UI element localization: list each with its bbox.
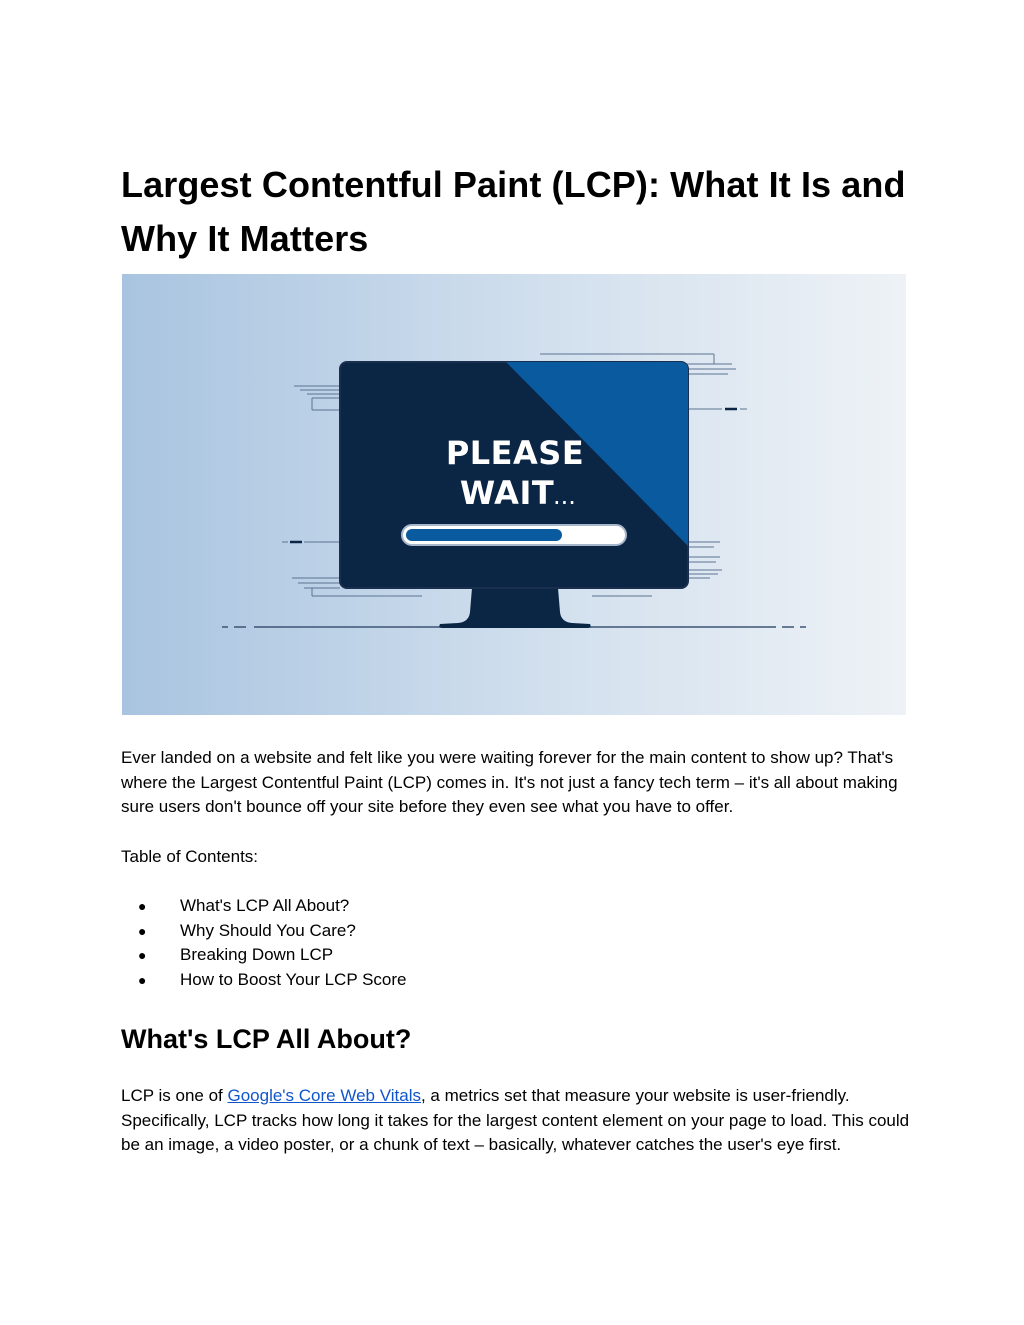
bullet-icon: ● bbox=[138, 947, 147, 963]
intro-paragraph: Ever landed on a website and felt like you were waiting forever for the main content to show up? That's where the Largest Contentful Paint (LCP) comes in. It's not just a fancy tech term – it's all about making sure users don't bounce off your site before they even see what you have to offer. bbox=[121, 748, 898, 816]
section-text-after-link: , a metrics set that measure your website is user-friendly. Specifically, LCP tracks how long it takes for the largest content element on your page to load. This could be an image, a video poster, or a chunk of text – basically, whatever catches the user's eye first. bbox=[121, 1086, 910, 1154]
wait-ellipsis: ... bbox=[553, 482, 576, 510]
core-web-vitals-link[interactable]: Google's Core Web Vitals bbox=[227, 1086, 421, 1105]
section-heading: What's LCP All About? bbox=[121, 1024, 412, 1054]
toc-item bbox=[121, 919, 407, 944]
section-paragraph bbox=[121, 1084, 921, 1158]
table-of-contents bbox=[121, 894, 407, 992]
toc-item bbox=[121, 968, 407, 993]
hero-illustration bbox=[122, 274, 906, 715]
toc-item-label: What's LCP All About? bbox=[180, 896, 350, 915]
article-title: Largest Contentful Paint (LCP): What It Is and Why It Matters bbox=[121, 164, 906, 259]
wait-text: WAIT bbox=[459, 474, 555, 512]
toc-label: Table of Contents: bbox=[121, 847, 259, 866]
toc-item-label: Breaking Down LCP bbox=[180, 945, 334, 964]
toc-item-label: How to Boost Your LCP Score bbox=[180, 969, 407, 989]
section-text-before-link: LCP is one of bbox=[121, 1086, 228, 1105]
bullet-icon: ● bbox=[138, 971, 147, 988]
bullet-icon: ● bbox=[138, 898, 147, 914]
please-text: PLEASE bbox=[445, 434, 585, 472]
bullet-icon: ● bbox=[138, 922, 147, 939]
toc-item bbox=[121, 943, 407, 968]
progress-bar-fill bbox=[406, 529, 562, 541]
toc-item bbox=[121, 894, 407, 919]
toc-item-label: Why Should You Care? bbox=[180, 920, 356, 940]
